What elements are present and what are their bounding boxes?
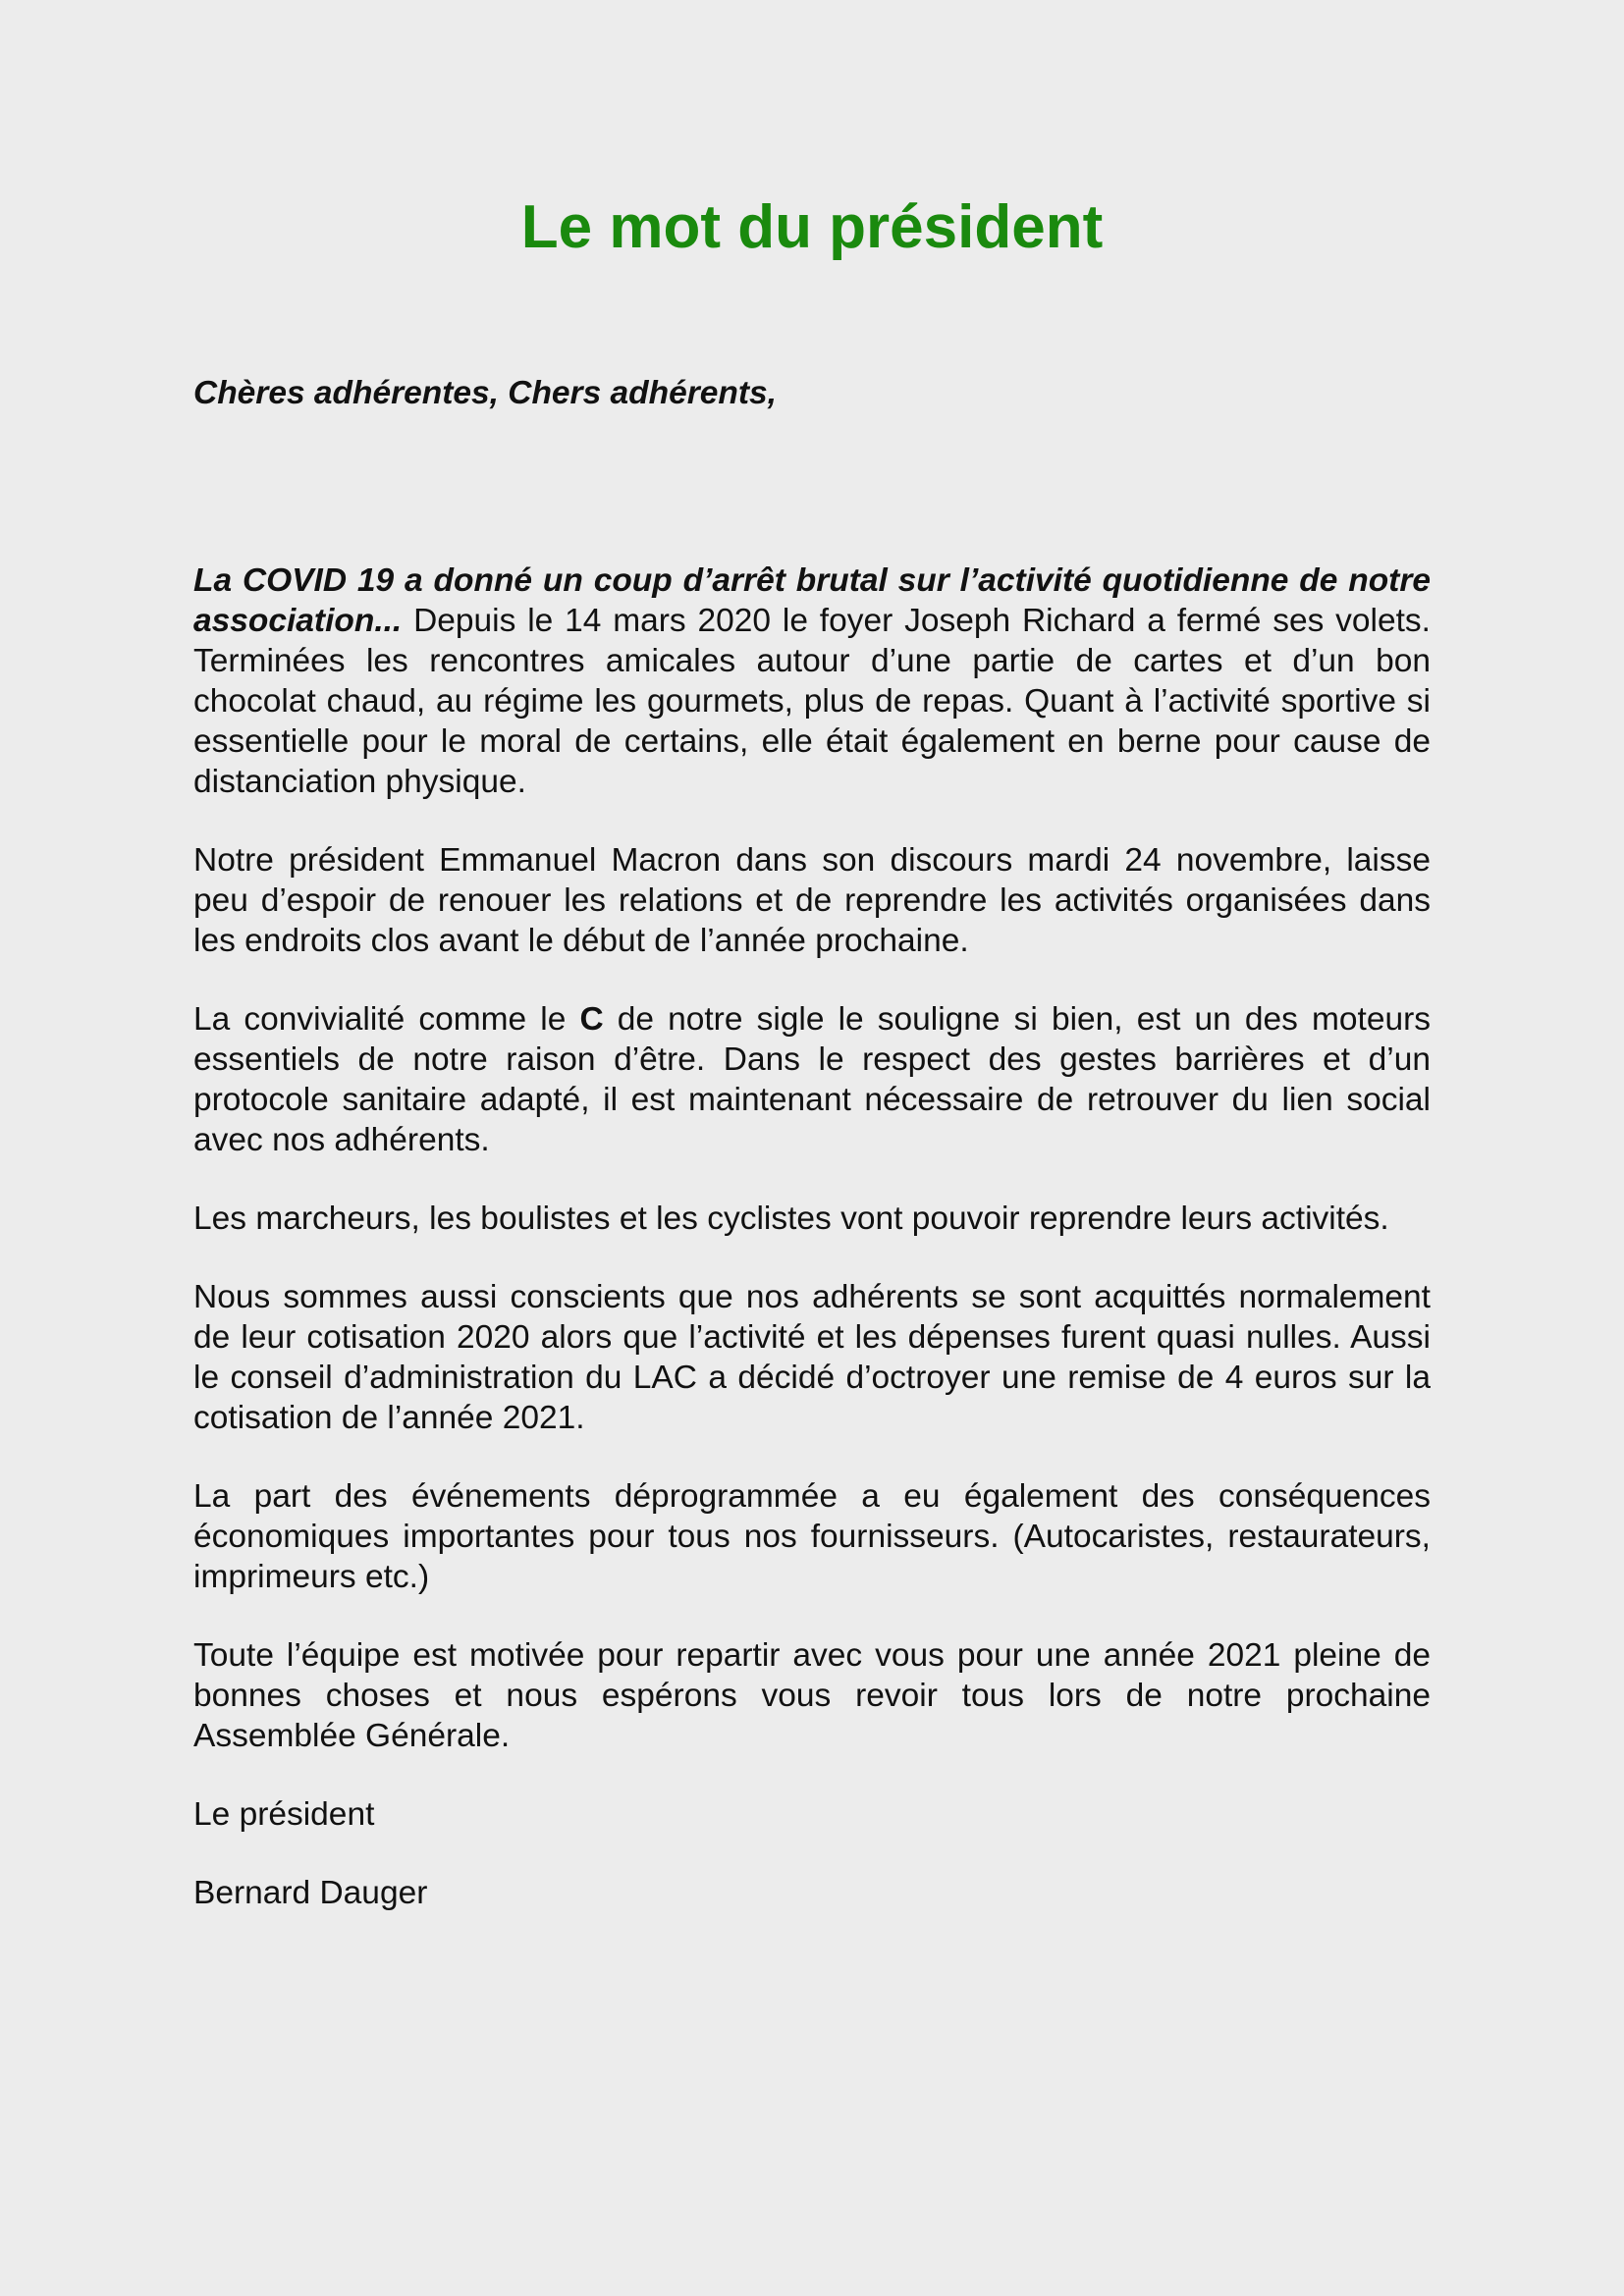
page-title: Le mot du président (520, 193, 1104, 261)
sigle-letter: C (579, 1001, 604, 1038)
paragraph-macron: Notre président Emmanuel Macron dans son discours mardi 24 novembre, laisse peu d’espoir de renouer les relations et de reprendre les activités organisées dans les endroits clos avant le début de l’année prochaine. (193, 842, 1431, 959)
signature-role: Le président (193, 1796, 375, 1833)
paragraph-covid-text: Depuis le 14 mars 2020 le foyer Joseph Richard a fermé ses volets. Terminées les rencontres amicales autour d’une partie de cartes et d’un bon chocolat chaud, au régime les gourmets, plus de repas. Quant à l’activité sportive si essentielle pour le moral de certains, elle était également en berne pour cause de distanciation physique. (193, 603, 1431, 800)
paragraph-team: Toute l’équipe est motivée pour repartir avec vous pour une année 2021 pleine de bonnes choses et nous espérons vous revoir tous lors de notre prochaine Assemblée Générale. (193, 1637, 1431, 1754)
paragraph-events: La part des événements déprogrammée a eu également des conséquences économiques importantes pour tous nos fournisseurs. (Autocaristes, restaurateurs, imprimeurs etc.) (193, 1478, 1431, 1595)
letter-body (193, 373, 1431, 1951)
paragraph-conviviality-start: La convivialité comme le (193, 1001, 580, 1038)
signature-name: Bernard Dauger (193, 1875, 428, 1911)
greeting: Chères adhérentes, Chers adhérents, (193, 375, 777, 411)
paragraph-cotisation: Nous sommes aussi conscients que nos adhérents se sont acquittés normalement de leur cotisation 2020 alors que l’activité et les dépenses furent quasi nulles. Aussi le conseil d’administration du LAC a décidé d’octroyer une remise de 4 euros sur la cotisation de l’année 2021. (193, 1279, 1431, 1436)
paragraph-covid-lead: La COVID 19 a donné un coup d’arrêt brutal sur l’activité quotidienne de notre association... (193, 562, 1431, 639)
paragraph-activities: Les marcheurs, les boulistes et les cyclistes vont pouvoir reprendre leurs activités. (193, 1201, 1389, 1237)
paragraph-conviviality (193, 999, 1431, 1160)
paragraph-covid (193, 561, 1431, 802)
paragraph-conviviality-end: de notre sigle le souligne si bien, est un des moteurs essentiels de notre raison d’être. Dans le respect des gestes barrières et d’un protocole sanitaire adapté, il est maintenant nécessaire de retrouver du lien social avec nos adhérents. (193, 1001, 1431, 1158)
